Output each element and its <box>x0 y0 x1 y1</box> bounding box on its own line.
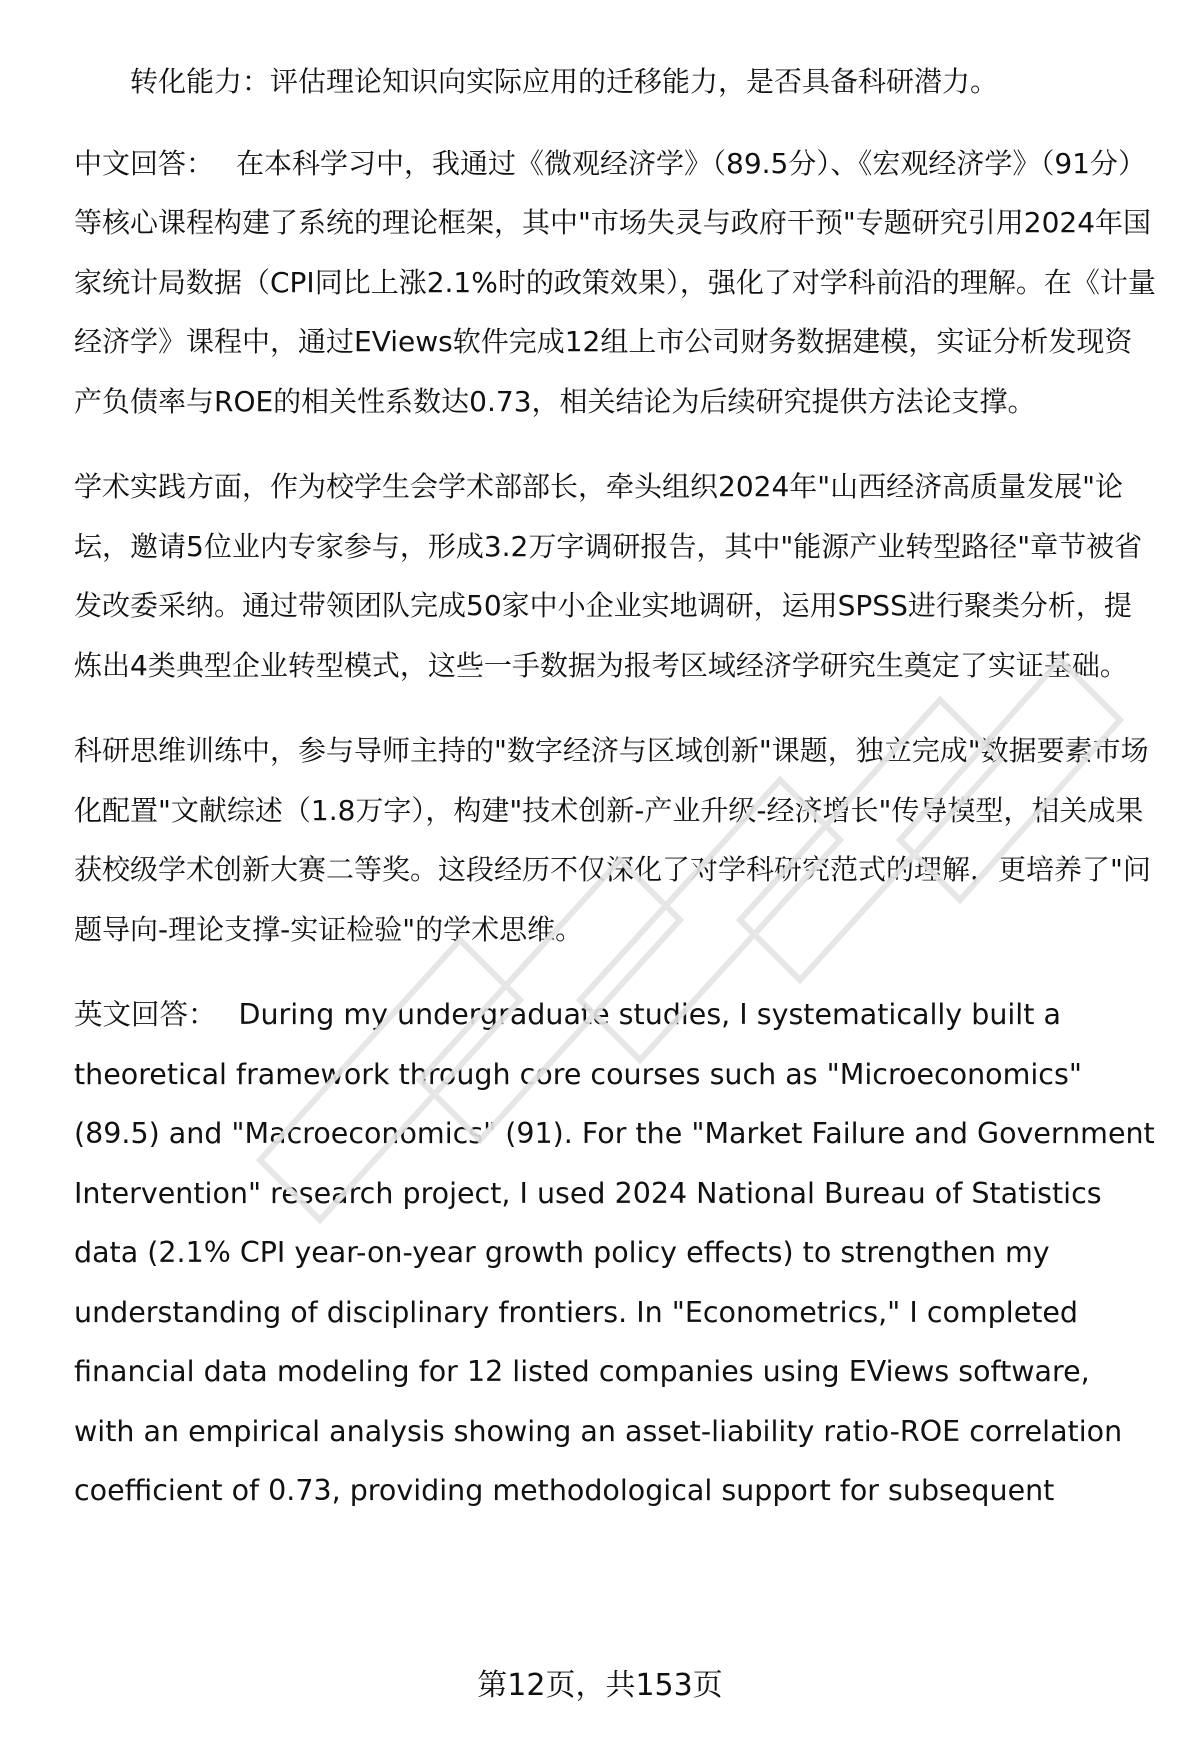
zh-answer-paragraph-1 <box>74 134 1159 432</box>
zh-answer-paragraph-2 <box>74 457 1159 695</box>
en-answer-label: 英文回答： <box>74 998 217 1031</box>
page-number: 第12页，共153页 <box>477 1668 723 1703</box>
page-footer <box>0 1660 1200 1704</box>
intro-text: 转化能力：评估理论知识向实际应用的迁移能力，是否具备科研潜力。 <box>130 65 999 98</box>
zh-answer-text-1: 在本科学习中，我通过《微观经济学》（89.5分）、《宏观经济学》（91分）等核心课程构建了系统的理论框架，其中"市场失灵与政府干预"专题研究引用2024年国家统计局数据（CPI同比上涨2.1%时的政策效果），强化了对学科前沿的理解。在《计量经济学》课程中，通过EViews软件完成12组上市公司财务数据建模，实证分析发现资产负债率与ROE的相关性系数达0.73，相关结论为后续研究提供方法论支撑。 <box>74 146 1156 418</box>
document-body <box>74 52 1159 1547</box>
intro-paragraph <box>74 52 1159 112</box>
zh-answer-text-2: 学术实践方面，作为校学生会学术部部长，牵头组织2024年"山西经济高质量发展"论坛，邀请5位业内专家参与，形成3.2万字调研报告，其中"能源产业转型路径"章节被省发改委采纳。通过带领团队完成50家中小企业实地调研，运用SPSS进行聚类分析，提炼出4类典型企业转型模式，这些一手数据为报考区域经济学研究生奠定了实证基础。 <box>74 470 1143 682</box>
en-answer-paragraph-1 <box>74 985 1159 1521</box>
zh-answer-label: 中文回答： <box>74 146 215 180</box>
en-answer-text-1: During my undergraduate studies, I systematically built a theoretical framework through core courses such as "Microeconomics" (89.5) and "Macroeconomics" (91). For the "Market Failure and Government Intervention" research project, I used 2024 National Bureau of Statistics data (2.1% CPI year-on-year growth policy effects) to strengthen my understanding of disciplinary frontiers. In "Econometrics," I completed financial data modeling for 12 listed companies using EViews software, with an empirical analysis showing an asset-liability ratio-ROE correlation coefficient of 0.73, providing methodological support for subsequent <box>74 998 1155 1507</box>
zh-answer-text-3: 科研思维训练中，参与导师主持的"数字经济与区域创新"课题，独立完成"数据要素市场化配置"文献综述（1.8万字），构建"技术创新-产业升级-经济增长"传导模型，相关成果获校级学术创新大赛二等奖。这段经历不仅深化了对学科研究范式的理解，更培养了"问题导向-理论支撑-实证检验"的学术思维。 <box>74 734 1151 946</box>
zh-answer-paragraph-3 <box>74 721 1159 959</box>
